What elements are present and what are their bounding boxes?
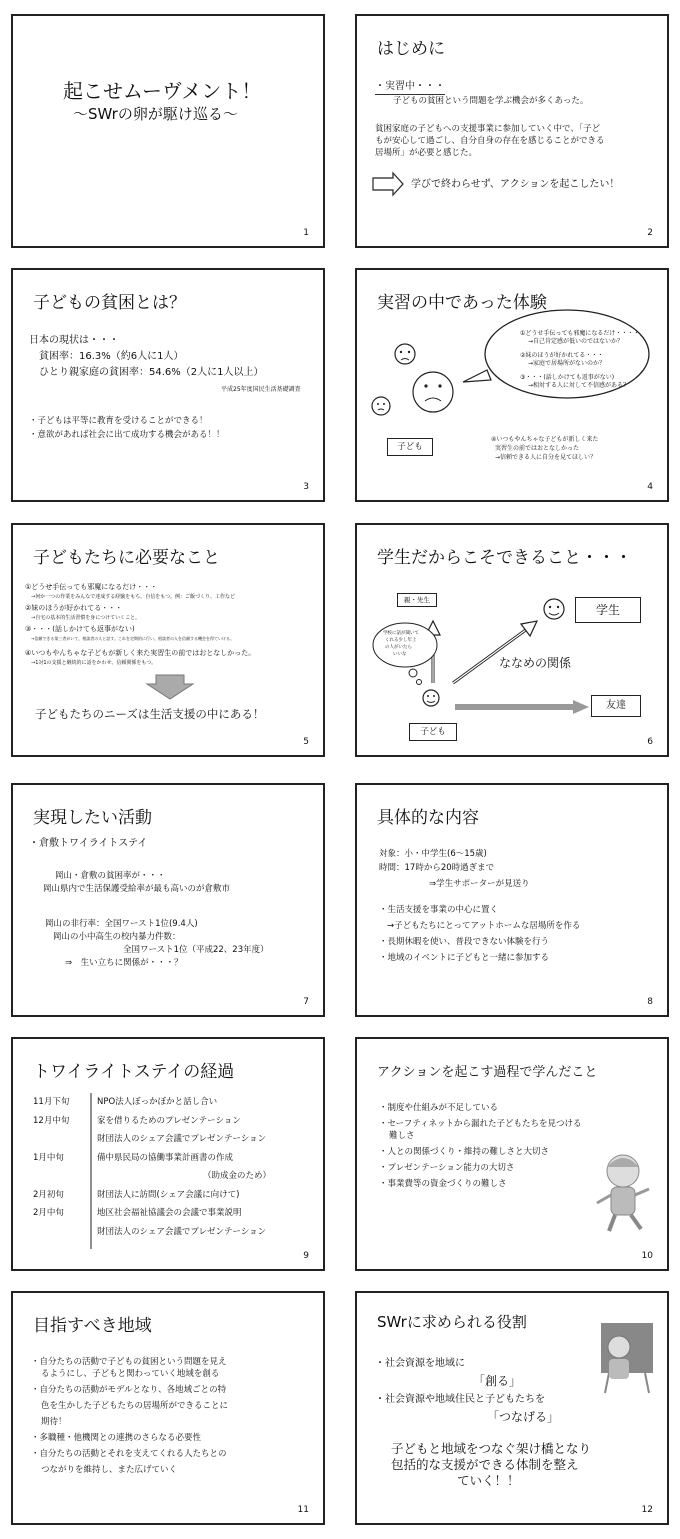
- bullet-text: 難しさ: [389, 1131, 415, 1141]
- slide-10: [355, 1037, 669, 1271]
- item-subtext: →1対1の支援と継続的に話をかわせ、信頼関係をもつ。: [31, 660, 157, 666]
- bullet-text: ・セーフティネットから漏れた子どもたちを見つける: [379, 1119, 582, 1129]
- slide-12: [355, 1291, 669, 1525]
- body-text: 日本の現状は・・・: [29, 335, 119, 346]
- bubble-text: ③・・・(話しかけても返事がない): [520, 374, 615, 381]
- parent-teacher-label: 親・先生: [397, 593, 437, 607]
- conclusion-text: 子どもたちのニーズは生活支援の中にある！: [35, 707, 265, 721]
- bubble-text: ①どうせ手伝っても邪魔になるだけ・・・・: [520, 330, 640, 337]
- bullet-text: るようにし、子どもと関わっていく地域を創る: [41, 1369, 220, 1379]
- slide-7: [11, 783, 325, 1017]
- slide-title: SWrに求められる役割: [377, 1313, 527, 1331]
- body-text: ひとり親家庭の貧困率：54.6%（2人に1人以上）: [39, 367, 264, 378]
- item-text: ③・・・(話しかけても返事がない): [25, 625, 135, 633]
- diagonal-relation-label: ななめの関係: [499, 656, 572, 670]
- bullet-text: ・自分たちの活動がモデルとなり、各地域ごとの特: [31, 1385, 227, 1395]
- body-text: ⇒学生サポーターが見送り: [429, 879, 530, 889]
- slide-title: 起こせムーヴメント！: [63, 79, 262, 103]
- slide-2: [355, 14, 669, 248]
- timeline-event: 財団法人に訪問(シェア会議に向けて): [97, 1189, 240, 1200]
- slide-6: [355, 523, 669, 757]
- slide-title: トワイライトステイの経過: [33, 1062, 235, 1082]
- bullet-text: ・社会資源を地域に: [375, 1358, 465, 1369]
- conclusion-text: ていく！！: [457, 1473, 520, 1488]
- bubble-text: ②妹のほうが好かれてる・・・: [520, 352, 604, 359]
- timeline-event: 備中県民局の協働事業計画書の作成: [97, 1152, 234, 1163]
- slide-title: はじめに: [377, 39, 445, 59]
- slide-9: [11, 1037, 325, 1271]
- slide-subtitle: ～SWrの卵が駆け巡る～: [73, 105, 238, 123]
- bullet-text: ・人との関係づくり・維持の難しさと大切さ: [379, 1147, 550, 1157]
- arrow-text: 学びで終わらせず、アクションを起こしたい！: [411, 179, 620, 190]
- bullet-subtext: →子どもたちにとってアットホームな居場所を作る: [387, 921, 581, 931]
- slide-8: [355, 783, 669, 1017]
- conclusion-text: 子どもと地域をつなぐ架け橋となり: [391, 1441, 592, 1456]
- slide-title: 具体的な内容: [377, 808, 479, 828]
- item-text: ②妹のほうが好かれてる・・・: [25, 604, 123, 612]
- slide-title: 目指すべき地域: [33, 1316, 152, 1336]
- note-text: →信頼できる人に自分を見てほしい？: [495, 454, 597, 461]
- timeline-date: 1月中旬: [33, 1152, 64, 1163]
- timeline-event: 財団法人のシェア会議でプレゼンテーション: [97, 1134, 267, 1144]
- bullet-text: ・地域のイベントに子どもと一緒に参加する: [379, 953, 550, 963]
- bullet-text: ・実習中・・・: [375, 80, 445, 95]
- bullet-text: 期待！: [41, 1417, 67, 1427]
- timeline-event: 家を借りるためのプレゼンテーション: [97, 1115, 241, 1126]
- item-text: ④いつもやんちゃな子どもが新しく来た実習生の前ではおとなしかった。: [25, 649, 256, 657]
- page-number: 6: [647, 737, 653, 747]
- item-subtext: →信頼できる第三者がいて、相談者の人と話す。これを定期的に行い、相談者の人を信頼する機会を得ていける。: [31, 636, 234, 641]
- slide-5: [11, 523, 325, 757]
- body-text: 時間：17時から20時過ぎまで: [379, 863, 495, 873]
- note-text: ④いつもやんちゃな子どもが新しく来た: [491, 436, 599, 443]
- slide-1: [11, 14, 325, 248]
- bullet-text: ・社会資源や地域住民と子どもたちを: [375, 1394, 545, 1405]
- bullet-text: ・長期休暇を使い、普段できない体験を行う: [379, 937, 550, 947]
- timeline-event: NPO法人ぼっかぼかと話し合い: [97, 1097, 218, 1107]
- bubble-text: →相対する人に対して不信感がある？: [528, 382, 630, 389]
- item-subtext: →何か一つの作業をみんなで達成する経験をもち、自信をもつ。例：ご飯づくり、工作など: [31, 594, 235, 600]
- page-number: 7: [303, 997, 309, 1007]
- bullet-text: ・生活支援を事業の中心に置く: [379, 905, 499, 915]
- slide-title: 子どもの貧困とは？: [33, 293, 186, 313]
- slide-11: [11, 1291, 325, 1525]
- body-text: 全国ワースト1位（平成22、23年度）: [123, 945, 269, 955]
- cloud-text: くれる少し年上: [385, 638, 417, 643]
- conclusion-text: 包括的な支援ができる体制を整え: [391, 1457, 579, 1472]
- page-number: 9: [303, 1251, 309, 1261]
- item-subtext: →自宅の基本的生活習慣を身につけていくこと。: [31, 615, 141, 621]
- arrow-icon: [357, 16, 669, 248]
- student-label: 学生: [575, 597, 641, 623]
- timeline-date: 2月初旬: [33, 1189, 64, 1200]
- note-text: 実習生の前ではおとなしかった: [495, 445, 580, 452]
- page-number: 2: [647, 228, 653, 238]
- bullet-text: ・子どもは平等に教育を受けることができる！: [29, 416, 208, 426]
- child-label: 子ども: [409, 723, 457, 741]
- body-text: 岡山・倉敷の貧困率が・・・: [55, 871, 166, 881]
- slide-title: 実現したい活動: [33, 808, 152, 828]
- page-number: 1: [303, 228, 309, 238]
- bullet-text: ・自分たちの活動で子どもの貧困という問題を見え: [31, 1357, 227, 1367]
- bullet-text: ・自分たちの活動とそれを支えてくれる人たちとの: [31, 1449, 227, 1459]
- item-text: ①どうせ手伝っても邪魔になるだけ・・・: [25, 583, 158, 591]
- body-text: 貧困率：16.3%（約6人に1人）: [39, 351, 184, 362]
- bullet-subtext: 子どもの貧困という問題を学ぶ機会が多くあった。: [393, 96, 589, 106]
- page-number: 5: [303, 737, 309, 747]
- bubble-text: →家庭で居場所がないのか？: [528, 360, 606, 367]
- bullet-text: ・倉敷トワイライトステイ: [29, 838, 148, 849]
- timeline-event: （助成金のため）: [203, 1171, 272, 1181]
- body-text: ⇒ 生い立ちに関係が・・・？: [65, 958, 183, 968]
- body-text: 岡山の非行率：全国ワースト1位(9.4人): [45, 919, 198, 929]
- slide-3: [11, 268, 325, 502]
- page-number: 4: [647, 482, 653, 492]
- cloud-text: いいな: [393, 652, 407, 657]
- cloud-text: の人がいたら: [385, 645, 412, 650]
- body-text: 岡山の小中高生の校内暴力件数：: [53, 932, 181, 942]
- bullet-text: ・事業費等の資金づくりの難しさ: [379, 1179, 507, 1189]
- bullet-text: つながりを維持し、また広げていく: [41, 1465, 178, 1475]
- bullet-text: ・多職種・他機関との連携のさらなる必要性: [31, 1433, 202, 1443]
- bullet-text: ・プレゼンテーション能力の大切さ: [379, 1163, 515, 1173]
- friend-label: 友達: [591, 695, 641, 717]
- slide-title: アクションを起こす過程で学んだこと: [377, 1065, 598, 1080]
- body-text: 岡山県内で生活保護受給率が最も高いのが倉敷市: [43, 884, 231, 894]
- bullet-text: 色を生かした子どもたちの居場所ができることに: [41, 1401, 229, 1411]
- slide-4: [355, 268, 669, 502]
- page-number: 8: [647, 997, 653, 1007]
- timeline-event: 財団法人のシェア会議でプレゼンテーション: [97, 1226, 267, 1237]
- slide-title: 実習の中であった体験: [377, 293, 547, 313]
- body-text: 居場所」が必要と感じた。: [375, 148, 478, 158]
- bullet-text: ・制度や仕組みが不足している: [379, 1103, 499, 1113]
- body-text: もが安心して過ごし、自分自身の存在を感じることができる: [375, 136, 605, 146]
- source-text: 平成25年度国民生活基礎調査: [221, 386, 301, 393]
- page-number: 12: [641, 1505, 653, 1515]
- bubble-text: →自己肯定感が低いのではないか？: [528, 338, 624, 345]
- emphasis-text: 「つなげる」: [487, 1410, 560, 1424]
- timeline-date: 12月中旬: [33, 1115, 70, 1126]
- body-text: 貧困家庭の子どもへの支援事業に参加していく中で、「子ど: [375, 124, 601, 134]
- timeline-event: 地区社会福祉協議会の会議で事業説明: [97, 1208, 242, 1218]
- child-illustration: [357, 1039, 669, 1271]
- page-number: 3: [303, 482, 309, 492]
- slide-title: 子どもたちに必要なこと: [33, 548, 220, 568]
- emphasis-text: 「創る」: [473, 1374, 522, 1388]
- slide-title: 学生だからこそできること・・・: [377, 548, 632, 568]
- cloud-text: 学校に話が聞いて: [383, 631, 419, 636]
- child-label: 子ども: [387, 438, 433, 456]
- timeline-date: 11月下旬: [33, 1097, 70, 1107]
- page-number: 11: [297, 1505, 309, 1515]
- body-text: 対象：小・中学生(6～15歳): [379, 849, 487, 859]
- page-number: 10: [641, 1251, 653, 1261]
- timeline-date: 2月中旬: [33, 1208, 64, 1218]
- bullet-text: ・意欲があれば社会に出て成功する機会がある！！: [29, 430, 225, 440]
